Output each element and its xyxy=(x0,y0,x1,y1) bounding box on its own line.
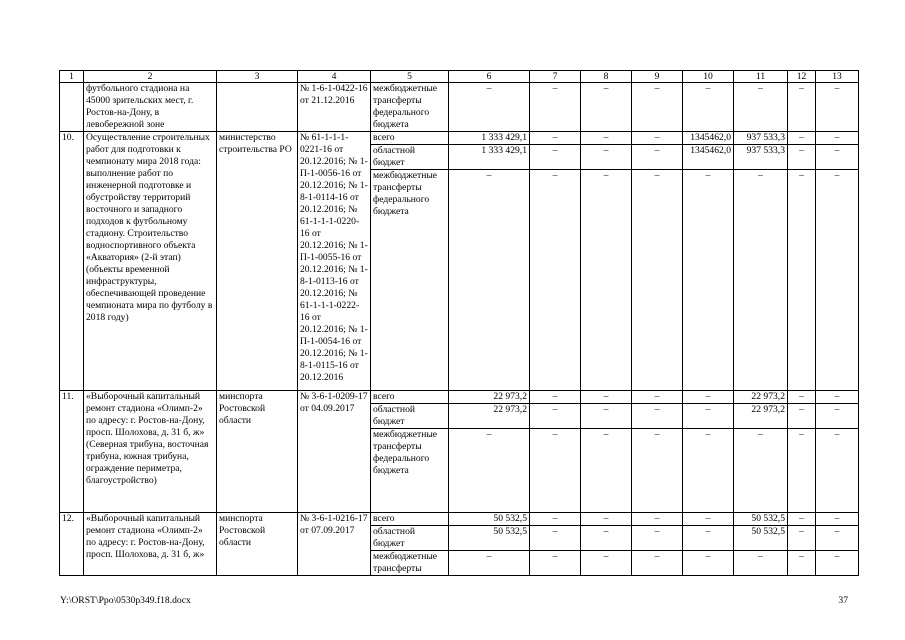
value-cell: – xyxy=(581,551,632,576)
event-name: футбольного стадиона на 45000 зрительских мест, г. Ростов-на-Дону, в левобережной зоне xyxy=(84,83,217,132)
value-cell: – xyxy=(734,83,788,132)
value-cell: – xyxy=(816,513,859,526)
value-cell: 1 333 429,1 xyxy=(449,145,530,170)
value-cell: – xyxy=(449,429,530,513)
funding-source: областной бюджет xyxy=(371,145,449,170)
value-cell: 1345462,0 xyxy=(683,132,734,145)
value-cell: – xyxy=(449,551,530,576)
header-cell: 13 xyxy=(816,71,859,83)
header-row xyxy=(60,71,859,83)
funding-source: межбюджетные трансферты федерального бюджета xyxy=(371,170,449,391)
value-cell: 50 532,5 xyxy=(734,526,788,551)
responsible-org: минспорта Ростовской области xyxy=(217,513,298,576)
row-number: 11. xyxy=(60,391,84,513)
header-cell: 4 xyxy=(298,71,371,83)
funding-source: областной бюджет xyxy=(371,404,449,429)
footer-file-path: Y:\ORST\Ppo\0530p349.f18.docx xyxy=(60,595,191,606)
value-cell: – xyxy=(581,513,632,526)
value-cell: – xyxy=(734,551,788,576)
value-cell: – xyxy=(632,404,683,429)
value-cell: – xyxy=(449,170,530,391)
header-cell: 7 xyxy=(530,71,581,83)
value-cell: – xyxy=(581,429,632,513)
responsible-org: министерство строительства РО xyxy=(217,132,298,391)
value-cell: – xyxy=(530,132,581,145)
value-cell: 1 333 429,1 xyxy=(449,132,530,145)
header-cell: 10 xyxy=(683,71,734,83)
value-cell: – xyxy=(530,429,581,513)
value-cell: – xyxy=(734,170,788,391)
value-cell: – xyxy=(816,391,859,404)
doc-reference: № 3-6-1-0209-17 от 04.09.2017 xyxy=(298,391,371,513)
header-cell: 1 xyxy=(60,71,84,83)
value-cell: – xyxy=(632,170,683,391)
value-cell: – xyxy=(788,170,816,391)
value-cell: – xyxy=(788,83,816,132)
value-cell: 50 532,5 xyxy=(449,526,530,551)
table-row xyxy=(60,391,859,404)
header-cell: 3 xyxy=(217,71,298,83)
header-cell: 5 xyxy=(371,71,449,83)
value-cell: – xyxy=(816,83,859,132)
value-cell: 22 973,2 xyxy=(449,404,530,429)
value-cell: – xyxy=(530,551,581,576)
value-cell: 937 533,3 xyxy=(734,132,788,145)
value-cell: – xyxy=(530,513,581,526)
value-cell: – xyxy=(816,132,859,145)
value-cell: – xyxy=(632,83,683,132)
doc-reference: № 3-6-1-0216-17 от 07.09.2017 xyxy=(298,513,371,576)
value-cell: – xyxy=(683,404,734,429)
table-row xyxy=(60,83,859,132)
value-cell: 50 532,5 xyxy=(449,513,530,526)
value-cell: – xyxy=(816,404,859,429)
value-cell: – xyxy=(581,145,632,170)
funding-source: межбюджетные трансферты федерального бюджета xyxy=(371,83,449,132)
header-cell: 9 xyxy=(632,71,683,83)
value-cell: – xyxy=(734,429,788,513)
value-cell: – xyxy=(530,404,581,429)
value-cell: – xyxy=(788,404,816,429)
table-row xyxy=(60,132,859,145)
value-cell: 50 532,5 xyxy=(734,513,788,526)
value-cell: – xyxy=(530,170,581,391)
value-cell: – xyxy=(683,391,734,404)
value-cell: 22 973,2 xyxy=(734,391,788,404)
row-number: 10. xyxy=(60,132,84,391)
value-cell: – xyxy=(683,526,734,551)
value-cell: – xyxy=(632,391,683,404)
value-cell: 22 973,2 xyxy=(449,391,530,404)
event-name: «Выборочный капитальный ремонт стадиона «Олимп-2» по адресу: г. Ростов-на-Дону, просп. Шолохова, д. 31 б, ж» (Северная трибуна, восточная трибуна, южная трибуна, ограждение периметра, благоустройство) xyxy=(84,391,217,513)
value-cell: – xyxy=(632,526,683,551)
funding-source: межбюджетные трансферты xyxy=(371,551,449,576)
value-cell: – xyxy=(632,132,683,145)
header-cell: 11 xyxy=(734,71,788,83)
value-cell: – xyxy=(530,391,581,404)
value-cell: – xyxy=(632,145,683,170)
value-cell: – xyxy=(683,513,734,526)
value-cell: – xyxy=(530,83,581,132)
value-cell: – xyxy=(581,526,632,551)
header-cell: 8 xyxy=(581,71,632,83)
value-cell: 1345462,0 xyxy=(683,145,734,170)
value-cell: – xyxy=(581,83,632,132)
header-cell: 6 xyxy=(449,71,530,83)
value-cell: – xyxy=(683,170,734,391)
value-cell: – xyxy=(632,429,683,513)
value-cell: – xyxy=(581,391,632,404)
table-row xyxy=(60,513,859,526)
funding-source: областной бюджет xyxy=(371,526,449,551)
value-cell: – xyxy=(788,145,816,170)
value-cell: – xyxy=(788,429,816,513)
value-cell: – xyxy=(581,132,632,145)
value-cell: – xyxy=(816,429,859,513)
value-cell: – xyxy=(530,145,581,170)
doc-reference: № 1-6-1-0422-16 от 21.12.2016 xyxy=(298,83,371,132)
value-cell: – xyxy=(449,83,530,132)
value-cell: – xyxy=(816,551,859,576)
page-number: 37 xyxy=(838,595,848,606)
responsible-org xyxy=(217,83,298,132)
value-cell: 22 973,2 xyxy=(734,404,788,429)
event-name: «Выборочный капитальный ремонт стадиона «Олимп-2» по адресу: г. Ростов-на-Дону, просп. Шолохова, д. 31 б, ж» xyxy=(84,513,217,576)
row-number: 12. xyxy=(60,513,84,576)
value-cell: – xyxy=(530,526,581,551)
value-cell: – xyxy=(683,83,734,132)
responsible-org: минспорта Ростовской области xyxy=(217,391,298,513)
value-cell: – xyxy=(632,551,683,576)
funding-source: межбюджетные трансферты федерального бюджета xyxy=(371,429,449,513)
value-cell: – xyxy=(816,170,859,391)
funding-source: всего xyxy=(371,513,449,526)
value-cell: – xyxy=(581,170,632,391)
value-cell: – xyxy=(788,513,816,526)
value-cell: – xyxy=(788,391,816,404)
value-cell: – xyxy=(816,526,859,551)
value-cell: – xyxy=(788,526,816,551)
value-cell: – xyxy=(816,145,859,170)
row-number xyxy=(60,83,84,132)
value-cell: 937 533,3 xyxy=(734,145,788,170)
value-cell: – xyxy=(632,513,683,526)
value-cell: – xyxy=(788,132,816,145)
value-cell: – xyxy=(581,404,632,429)
header-cell: 2 xyxy=(84,71,217,83)
program-table xyxy=(59,70,859,576)
value-cell: – xyxy=(788,551,816,576)
header-cell: 12 xyxy=(788,71,816,83)
funding-source: всего xyxy=(371,391,449,404)
funding-source: всего xyxy=(371,132,449,145)
event-name: Осуществление строительных работ для подготовки к чемпионату мира 2018 года: выполнение работ по инженерной подготовке и обустройству территорий восточного и западного подходов к футбольному стадиону. Строительство водноспортивного объекта «Акватория» (2-й этап) (объекты временной инфраструктуры, обеспечивающей проведение чемпионата мира по футболу в 2018 году) xyxy=(84,132,217,391)
value-cell: – xyxy=(683,551,734,576)
doc-reference: № 61-1-1-1-0221-16 от 20.12.2016; № 1-П-1-0056-16 от 20.12.2016; № 1-8-1-0114-16 от 20.12.2016; № 61-1-1-1-0220-16 от 20.12.2016; № 1-П-1-0055-16 от 20.12.2016; № 1-8-1-0113-16 от 20.12.2016; № 61-1-1-1-0222-16 от 20.12.2016; № 1-П-1-0054-16 от 20.12.2016; № 1-8-1-0115-16 от 20.12.2016 xyxy=(298,132,371,391)
value-cell: – xyxy=(683,429,734,513)
